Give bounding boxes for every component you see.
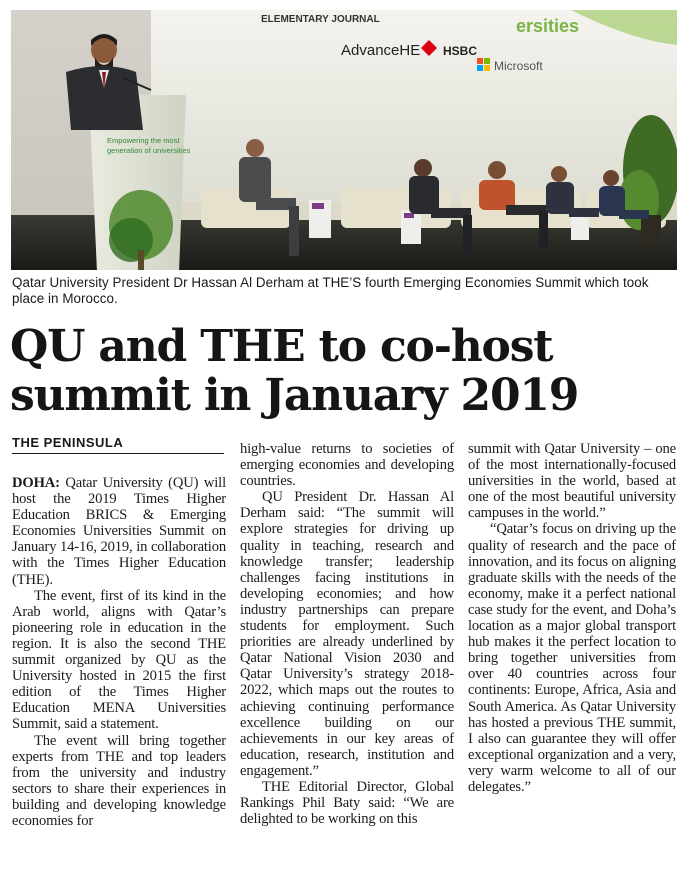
- banner-tagline-fragment: ersities: [516, 16, 580, 36]
- microsoft-logo: [477, 58, 543, 73]
- article-paragraph: high-value returns to societies of emerging economies and developing countries.: [240, 441, 454, 490]
- article-paragraph: QU President Dr. Hassan Al Derham said: “The summit will explore strategies for driving up quality in teaching, research and knowledge transfer; leadership challenges facing institutions in developing economies; and how industry partnerships can prepare students for employment. Such priorities are already underlined by Qatar National Vision 2030 and Qatar University’s strategy 2018-2022, which maps out the routes to achieving continuing performance excellence building on our achievements in our key areas of education, research, institution and engagement.”: [240, 489, 454, 779]
- photo-caption: Qatar University President Dr Hassan Al Derham at THE’S fourth Emerging Economies Summit which took place in Morocco.: [12, 275, 649, 306]
- headline: [10, 322, 678, 420]
- sponsor-journal: ELEMENTARY JOURNAL: [261, 14, 380, 25]
- headline-line-2: summit in January 2019: [10, 370, 579, 421]
- article-paragraph: “Qatar’s focus on driving up the quality of research and the pace of innovation, and its focus on aligning graduate skills with the needs of the economy, make it a perfect national case study for the event, and Doha’s location as a major global transport hub makes it the perfect location to bring together universities from over 40 countries across four continents: Europe, Africa, Asia and South America. As Qatar University has hosted a previous THE summit, I also can guarantee they will offer exceptional organization and a very, very warm welcome to all of our delegates.”: [468, 521, 676, 795]
- sponsor-advancehe: AdvanceHE: [341, 42, 421, 59]
- article-paragraph: THE Editorial Director, Global Rankings Phil Baty said: “We are delighted to be working on this: [240, 778, 454, 828]
- article-paragraph: The event, first of its kind in the Arab world, aligns with Qatar’s pioneering role in education in the region. It is also the second THE summit organized by QU as the University hosted in 2015 the first edition of the Times Higher Education MENA Universities Summit, said a statement.: [12, 587, 226, 733]
- svg-text:HSBC: HSBC: [443, 44, 478, 58]
- article-column-1: [12, 475, 226, 829]
- article-paragraph: The event will bring together experts from THE and top leaders from the university and industry sectors to share their experiences in building and developing knowledge economies for: [12, 732, 226, 829]
- podium-tagline: Empowering the most generation of universities: [107, 136, 191, 155]
- conference-stage-illustration: [11, 10, 677, 270]
- dateline: DOHA:: [12, 475, 60, 491]
- byline-block: [12, 435, 224, 454]
- svg-text:Microsoft: Microsoft: [494, 59, 543, 73]
- article-photo: [11, 10, 677, 270]
- headline-line-1: QU and THE to co-host: [10, 321, 553, 372]
- article-column-3: [468, 441, 676, 795]
- byline: THE PENINSULA: [12, 435, 124, 450]
- article-paragraph: DOHA: Qatar University (QU) will host the 2019 Times Higher Education BRICS & Emerging Economies Universities Summit on January 14-16, 2019, in collaboration with the Times Higher Education (THE).: [12, 475, 226, 588]
- article-paragraph: summit with Qatar University – one of the most internationally-focused universities in the world, based at one of the most beautiful university campuses in the world.”: [468, 441, 676, 522]
- article-column-2: [240, 441, 454, 827]
